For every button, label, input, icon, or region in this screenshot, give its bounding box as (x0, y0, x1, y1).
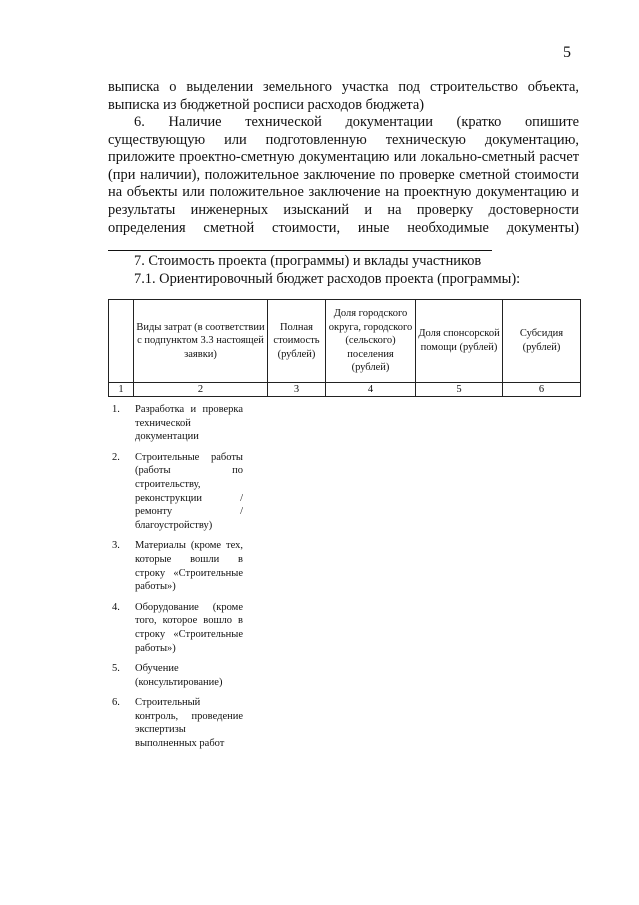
item-text: Оборудование (кроме того, которое вошло в строку «Строительные работы») (135, 601, 243, 654)
item-number: 4. (112, 601, 120, 613)
table-header-row (109, 300, 581, 383)
section-7-heading: 7. Стоимость проекта (программы) и вклады участников (134, 253, 482, 269)
list-item (108, 539, 248, 593)
table-header-cell: Виды затрат (в соответствии с подпунктом 3.3 настоящей заявки) (134, 300, 268, 383)
section-6-paragraph (108, 114, 579, 257)
intro-paragraph: выписка о выделении земельного участка под строительство объекта, выписка из бюджетной росписи расходов бюджета) (108, 79, 579, 113)
item-text: Материалы (кроме тех, которые вошли в строку «Строительные работы») (135, 540, 243, 593)
table-header-cell (109, 300, 134, 383)
item-text: Обучение (консультирование) (135, 663, 223, 688)
item-text: Строительные работы (работы по строительству, реконструкции / ремонту / благоустройству) (135, 451, 243, 531)
item-number: 6. (112, 697, 120, 709)
cost-items-list (108, 403, 248, 758)
column-number-cell: 2 (134, 383, 268, 397)
item-text: Разработка и проверка технической документации (135, 404, 243, 443)
column-number-cell: 5 (416, 383, 503, 397)
item-number: 1. (112, 404, 120, 415)
table-header-cell: Доля спонсорской помощи (рублей) (416, 300, 503, 383)
table-header-cell: Полная стоимость (рублей) (268, 300, 326, 383)
table-header-cell: Субсидия (рублей) (503, 300, 581, 383)
budget-table (108, 299, 581, 397)
section-7-1-heading: 7.1. Ориентировочный бюджет расходов проекта (программы): (134, 271, 521, 287)
page-number: 5 (563, 44, 571, 61)
column-number-cell: 4 (326, 383, 416, 397)
table-header-cell: Доля городского округа, городского (сельского) поселения (рублей) (326, 300, 416, 383)
list-item (108, 601, 248, 655)
column-number-cell: 1 (109, 383, 134, 397)
list-item (108, 451, 248, 533)
table-column-numbers-row (109, 383, 581, 397)
item-number: 2. (112, 451, 120, 463)
item-text: Строительный контроль, проведение экспертизы выполненных работ (135, 697, 243, 750)
list-item (108, 403, 248, 444)
answer-blank-line[interactable] (108, 237, 492, 251)
list-item (108, 662, 248, 689)
item-number: 3. (112, 540, 120, 552)
list-item (108, 696, 248, 750)
item-number: 5. (112, 663, 120, 675)
column-number-cell: 3 (268, 383, 326, 397)
column-number-cell: 6 (503, 383, 581, 397)
section-6-text: 6. Наличие технической документации (кратко опишите существующую или подготовленную техническую документацию, приложите проектно-сметную документацию или локально-сметный расчет (при наличии), положительное заключение по проверке сметной стоимости на объекты или положительное заключение на проектную документацию и результаты инженерных изысканий и на проверку достоверности определения сметной стоимости, иные необходимые документы) (108, 114, 579, 236)
